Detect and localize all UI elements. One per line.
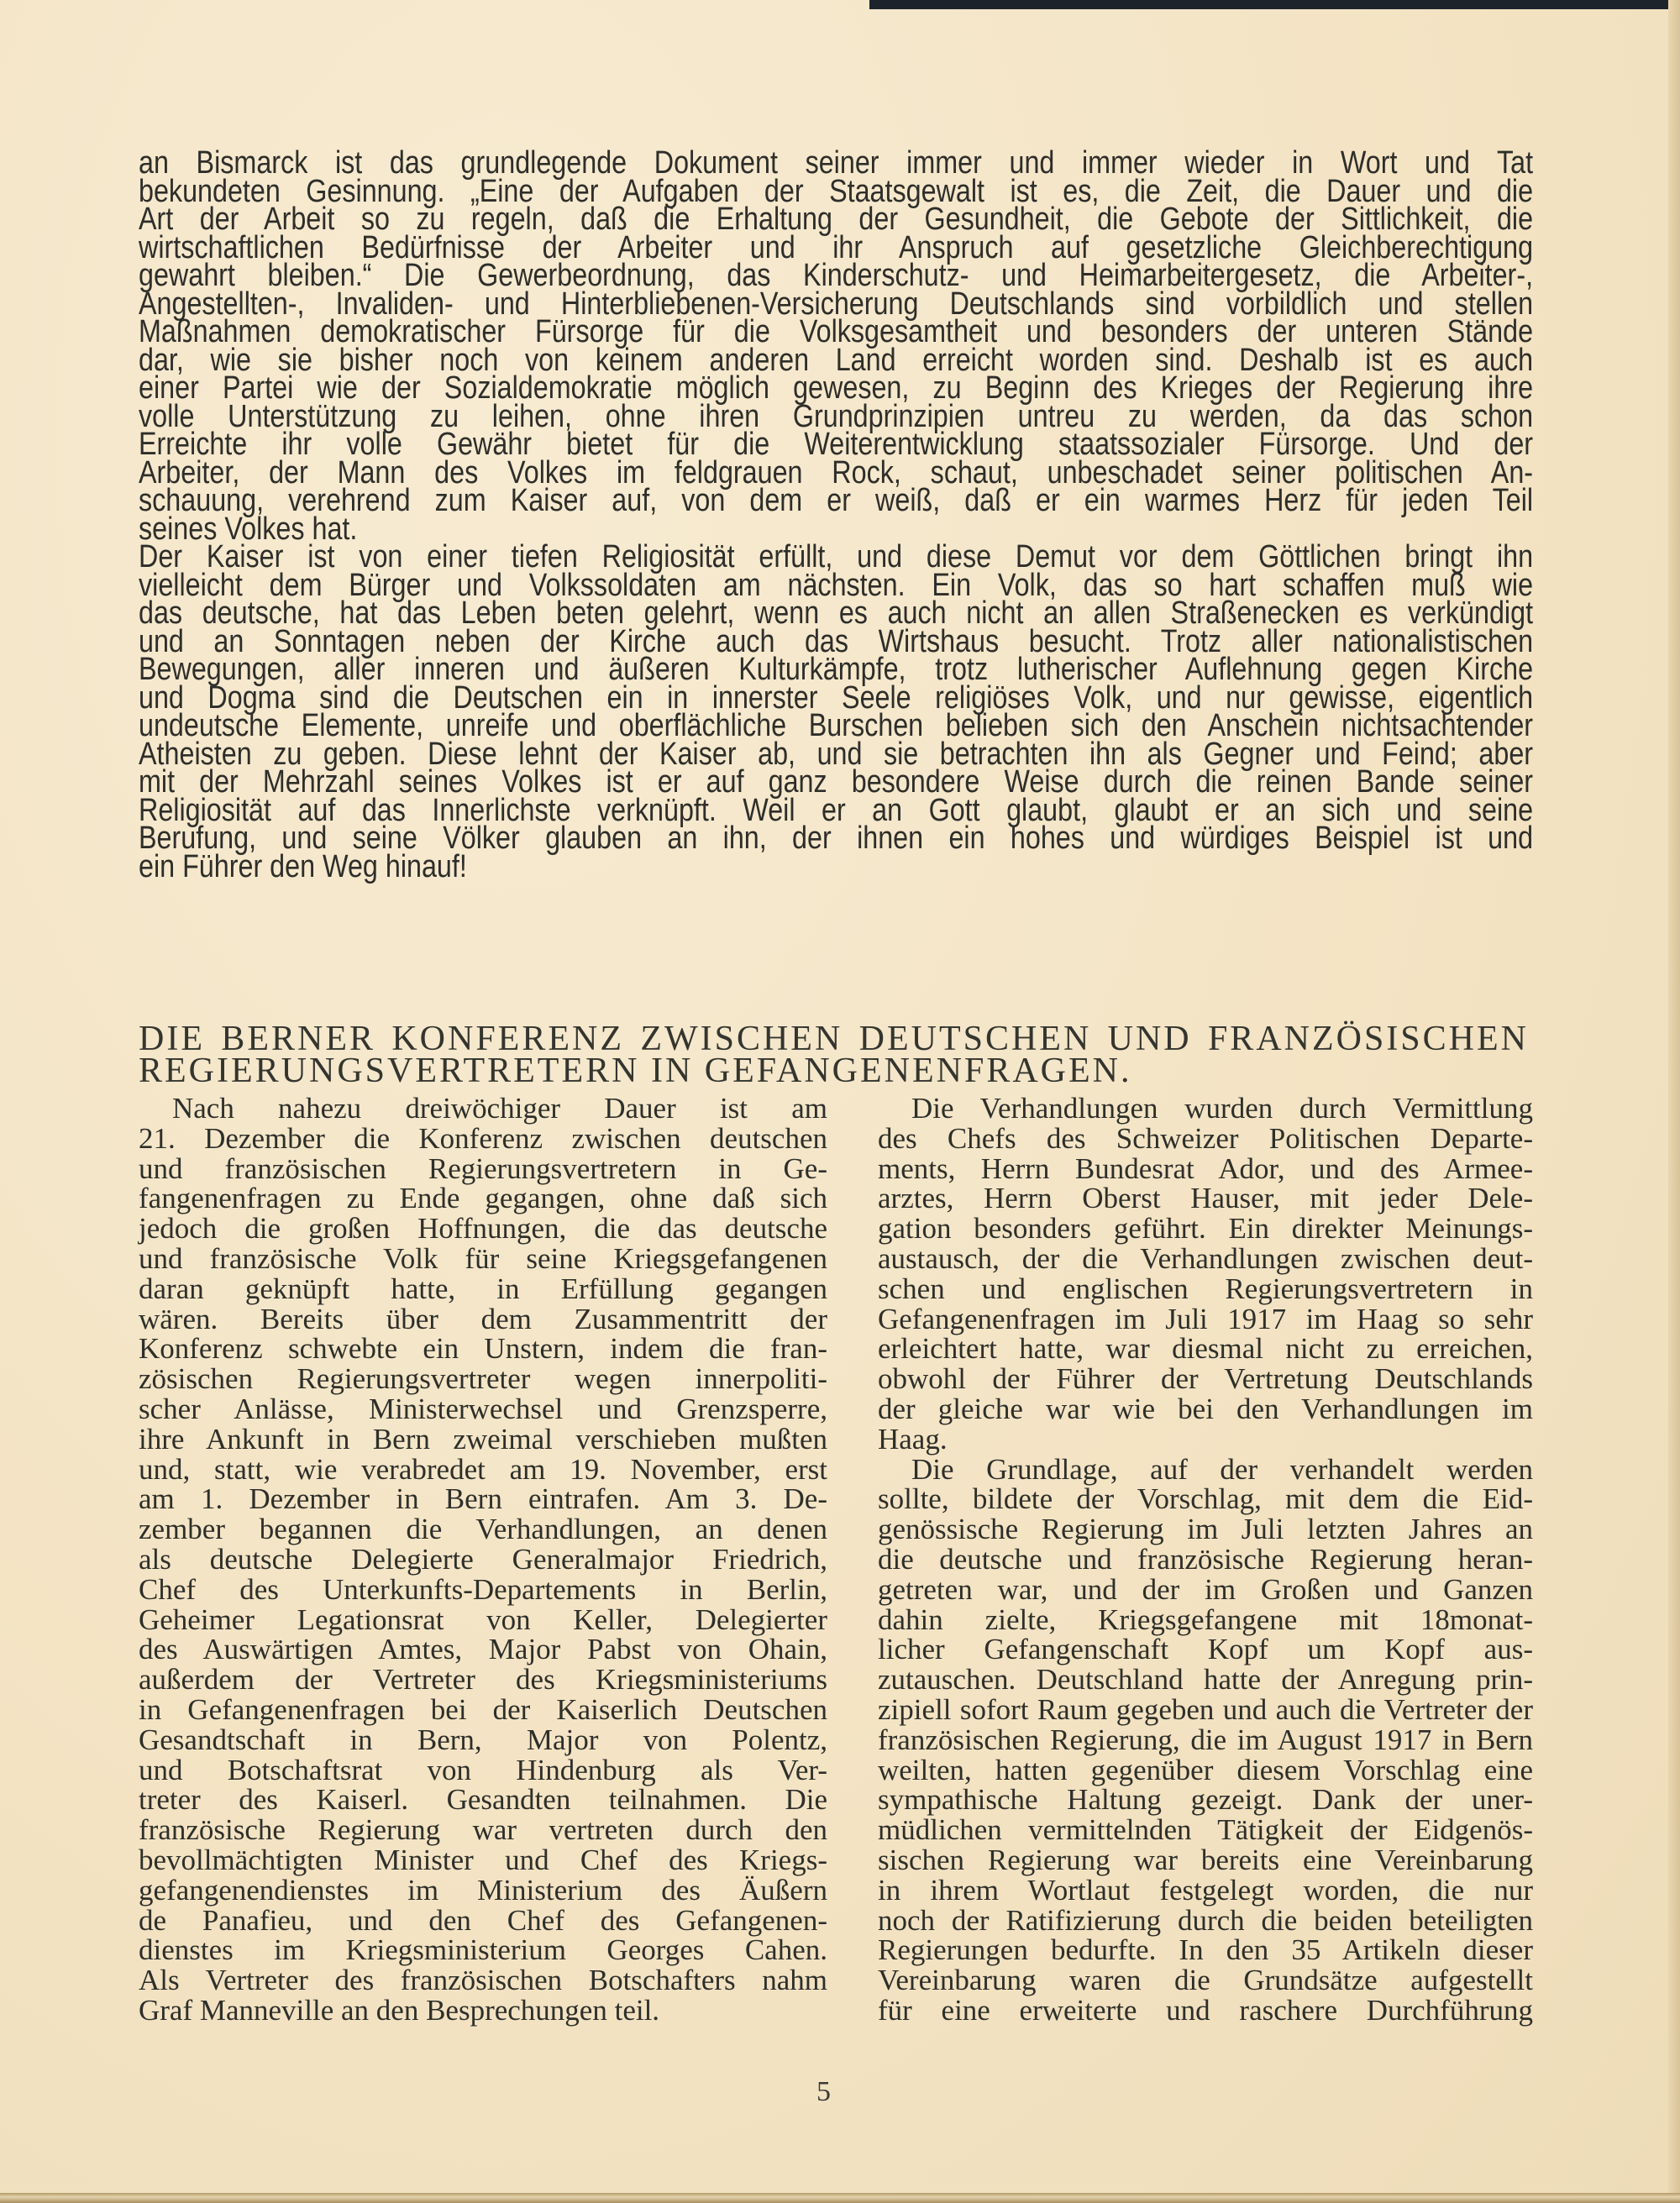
article-column-right [878,1094,1533,2026]
page-edge-bottom [0,2193,1680,2203]
text-line: Religiosität auf das Innerlichste verknüpft. Weil er an Gott glaubt, glaubt er an sich und seine [139,792,1534,828]
text-line: vielleicht dem Bürger und Volkssoldaten am nächsten. Ein Volk, das so hart schaffen muß wie [139,567,1534,603]
text-line: zipiell sofort Raum gegeben und auch die Vertreter der [878,1692,1533,1726]
heading-line: REGIERUNGSVERTRETERN IN GEFANGENENFRAGEN. [139,1052,1132,1090]
text-line: Die Verhandlungen wurden durch Vermittlung [911,1092,1533,1125]
text-line: Chef des Unterkunfts-Departements in Berlin, [139,1572,827,1606]
text-line: Konferenz schwebte ein Unstern, indem die fran- [139,1332,827,1366]
text-line: jedoch die großen Hoffnungen, die das deutsche [139,1212,827,1246]
text-line: 21. Dezember die Konferenz zwischen deutschen [139,1121,827,1155]
text-line: das deutsche, hat das Leben beten gelehrt, wenn es auch nicht an allen Straßenecken es verkündigt [139,595,1534,631]
text-line: gefangenendienstes im Ministerium des Äußern [139,1873,827,1907]
text-line: ments, Herrn Bundesrat Ador, und des Armee- [878,1151,1533,1185]
text-line: in ihrem Wortlaut festgelegt worden, die nur [878,1873,1533,1907]
text-line: schen und englischen Regierungsvertretern in [878,1272,1533,1305]
text-line: Angestellten-, Invaliden- und Hinterbliebenen-Versicherung Deutschlands sind vorbildlich und stellen [139,286,1534,322]
article-column-left [139,1094,827,2026]
text-line: und an Sonntagen neben der Kirche auch das Wirtshaus besucht. Trotz aller nationalistischen [139,623,1534,659]
text-line: Gefangenenfragen im Juli 1917 im Haag so sehr [878,1302,1533,1335]
text-line: getreten war, und der im Großen und Ganzen [878,1572,1533,1606]
text-line: bevollmächtigten Minister und Chef des Kriegs- [139,1843,827,1876]
text-line: Als Vertreter des französischen Botschafters nahm [139,1964,827,1997]
text-line: obwohl der Führer der Vertretung Deutschlands [878,1362,1533,1396]
heading-line: DIE BERNER KONFERENZ ZWISCHEN DEUTSCHEN UND FRANZÖSISCHEN [139,1020,1529,1058]
text-line: Erreichte ihr volle Gewähr bietet für die Weiterentwicklung staatssozialer Fürsorge. Und der [139,427,1534,462]
text-line: der gleiche war wie bei den Verhandlungen im [878,1392,1533,1425]
text-line: wären. Bereits über dem Zusammentritt der [139,1302,827,1335]
text-line: Die Grundlage, auf der verhandelt werden [911,1452,1533,1486]
text-line: Berufung, und seine Völker glauben an ihn, der ihnen ein hohes und würdiges Beispiel ist und [139,821,1534,856]
text-line: einer Partei wie der Sozialdemokratie möglich gewesen, zu Beginn des Krieges der Regierung ihre [139,370,1534,406]
text-line: fangenenfragen zu Ende gegangen, ohne daß sich [139,1182,827,1215]
text-line: Bewegungen, aller inneren und äußeren Kulturkämpfe, trotz lutherischer Auflehnung gegen Kirche [139,652,1534,687]
text-line: Regierungen bedurfte. In den 35 Artikeln dieser [878,1933,1533,1967]
text-line: de Panafieu, und den Chef des Gefangenen- [139,1903,827,1937]
text-line: ihre Ankunft in Bern zweimal verschieben mußten [139,1422,827,1456]
text-line: außerdem der Vertreter des Kriegsministeriums [139,1663,827,1697]
text-line: gewahrt bleiben.“ Die Gewerbeordnung, das Kinderschutz- und Heimarbeitergesetz, die Arbeiter-, [139,258,1534,293]
text-line: undeutsche Elemente, unreife und oberflächliche Burschen belieben sich den Anschein nichtsachtender [139,708,1534,743]
text-line: des Chefs des Schweizer Politischen Departe- [878,1121,1533,1155]
text-line: am 1. Dezember in Bern eintrafen. Am 3. De- [139,1482,827,1516]
paragraph [878,1452,1533,2027]
text-line: erleichtert hatte, war diesmal nicht zu erreichen, [878,1332,1533,1366]
article-heading [139,1020,1529,1090]
text-line: sympathische Haltung gezeigt. Dank der uner- [878,1783,1533,1817]
page-edge-right [1668,0,1680,2203]
text-line: und, statt, wie verabredet am 19. November, erst [139,1452,827,1486]
text-line: volle Unterstützung zu leihen, ohne ihren Grundprinzipien untreu zu werden, da das schon [139,398,1534,434]
text-line: die deutsche und französische Regierung heran- [878,1542,1533,1576]
text-line: Atheisten zu geben. Diese lehnt der Kaiser ab, und sie betrachten ihn als Gegner und Feind; aber [139,736,1534,772]
text-line: mit der Mehrzahl seines Volkes ist er auf ganz besondere Weise durch die reinen Bande seiner [139,764,1534,800]
paragraph [878,1094,1533,1455]
paragraph [139,145,1534,547]
text-line: an Bismarck ist das grundlegende Dokument seiner immer und immer wieder in Wort und Tat [139,145,1534,181]
text-line: wirtschaftlichen Bedürfnisse der Arbeiter und ihr Anspruch auf gesetzliche Gleichberechtigung [139,229,1534,265]
text-line: schauung, verehrend zum Kaiser auf, von dem er weiß, daß er ein warmes Herz für jeden Teil [139,483,1534,518]
text-line: für eine erweiterte und raschere Durchführung [878,1993,1533,2027]
text-line: dienstes im Kriegsministerium Georges Cahen. [139,1933,827,1967]
text-line: seines Volkes hat. [139,511,358,547]
text-line: austausch, der die Verhandlungen zwischen deut- [878,1241,1533,1275]
text-line: zutauschen. Deutschland hatte der Anregung prin- [878,1663,1533,1697]
essay-continuation [139,145,1534,884]
paragraph [139,539,1534,884]
text-line: sollte, bildete der Vorschlag, mit dem die Eid- [878,1482,1533,1516]
text-line: Haag. [878,1422,948,1456]
text-line: und Botschaftsrat von Hindenburg als Ver- [139,1753,827,1786]
text-line: des Auswärtigen Amtes, Major Pabst von Ohain, [139,1633,827,1666]
text-line: Art der Arbeit so zu regeln, daß die Erhaltung der Gesundheit, die Gebote der Sittlichkeit, die [139,202,1534,237]
text-line: scher Anlässe, Ministerwechsel und Grenzsperre, [139,1392,827,1425]
text-line: Gesandtschaft in Bern, Major von Polentz, [139,1723,827,1756]
text-line: Vereinbarung waren die Grundsätze aufgestellt [878,1964,1533,1997]
text-line: weilten, hatten gegenüber diesem Vorschlag eine [878,1753,1533,1786]
text-line: französischen Regierung, die im August 1917 in Bern [878,1723,1533,1756]
text-line: müdlichen vermittelnden Tätigkeit der Eidgenös- [878,1813,1533,1847]
text-line: licher Gefangenschaft Kopf um Kopf aus- [878,1633,1533,1666]
text-line: arztes, Herrn Oberst Hauser, mit jeder Dele- [878,1182,1533,1215]
text-line: treter des Kaiserl. Gesandten teilnahmen. Die [139,1783,827,1817]
paragraph [139,1094,827,2026]
text-line: in Gefangenenfragen bei der Kaiserlich Deutschen [139,1692,827,1726]
scan-border-top [869,0,1680,9]
text-line: Nach nahezu dreiwöchiger Dauer ist am [172,1092,827,1125]
text-line: daran geknüpft hatte, in Erfüllung gegangen [139,1272,827,1305]
text-line: zember begannen die Verhandlungen, an denen [139,1513,827,1546]
text-line: dahin zielte, Kriegsgefangene mit 18monat- [878,1602,1533,1636]
text-line: französische Regierung war vertreten durch den [139,1813,827,1847]
text-line: und französischen Regierungsvertretern in Ge- [139,1151,827,1185]
text-line: gation besonders geführt. Ein direkter Meinungs- [878,1212,1533,1246]
page-number: 5 [816,2076,831,2107]
text-line: dar, wie sie bisher noch von keinem anderen Land erreicht worden sind. Deshalb ist es auch [139,342,1534,378]
text-line: als deutsche Delegierte Generalmajor Friedrich, [139,1542,827,1576]
text-line: Graf Manneville an den Besprechungen teil. [139,1993,660,2027]
text-line: Der Kaiser ist von einer tiefen Religiosität erfüllt, und diese Demut vor dem Göttlichen bringt ihn [139,539,1534,574]
text-line: noch der Ratifizierung durch die beiden beteiligten [878,1903,1533,1937]
text-line: und Dogma sind die Deutschen ein in innerster Seele religiöses Volk, und nur gewisse, eigentlich [139,679,1534,716]
text-line: ein Führer den Weg hinauf! [139,848,467,884]
text-line: Geheimer Legationsrat von Keller, Delegierter [139,1602,827,1636]
text-line: und französische Volk für seine Kriegsgefangenen [139,1241,827,1275]
text-line: zösischen Regierungsvertreter wegen innerpoliti- [139,1362,827,1396]
text-line: genössische Regierung im Juli letzten Jahres an [878,1513,1533,1546]
text-line: sischen Regierung war bereits eine Vereinbarung [878,1843,1533,1876]
text-line: Maßnahmen demokratischer Fürsorge für die Volksgesamtheit und besonders der unteren Stände [139,314,1534,349]
text-line: bekundeten Gesinnung. „Eine der Aufgaben der Staatsgewalt ist es, die Zeit, die Dauer und die [139,173,1534,209]
text-line: Arbeiter, der Mann des Volkes im feldgrauen Rock, schaut, unbeschadet seiner politischen An- [139,454,1534,490]
